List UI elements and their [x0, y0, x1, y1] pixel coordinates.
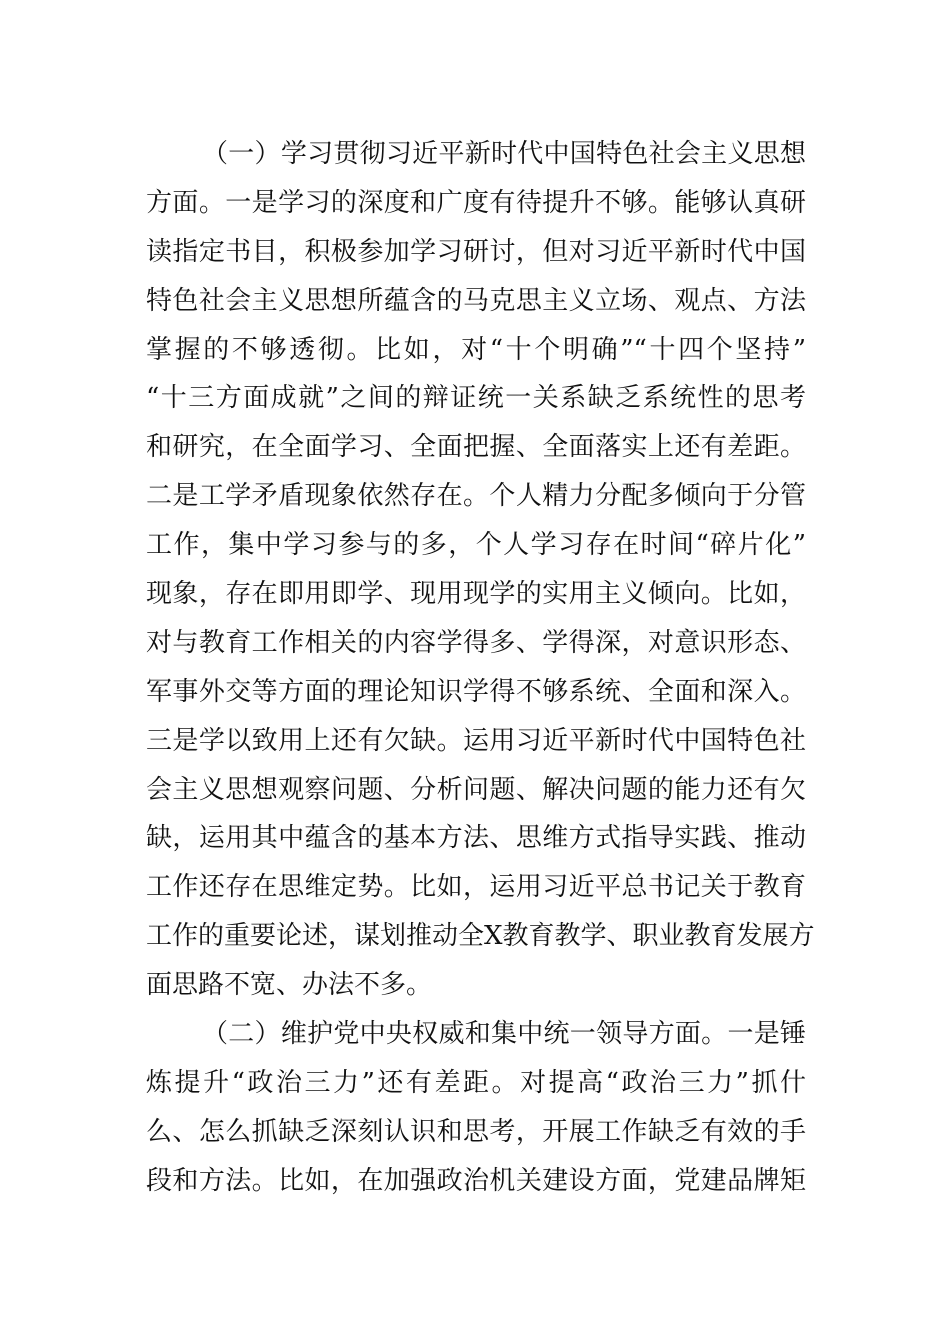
paragraph-line: 二是工学矛盾现象依然存在。个人精力分配多倾向于分管	[146, 481, 806, 512]
paragraph-line: 现象，存在即用即学、现用现学的实用主义倾向。比如，	[146, 579, 806, 610]
paragraph-line: 炼提升“政治三力”还有差距。对提高“政治三力”抓什	[146, 1067, 806, 1098]
paragraph-line: 面思路不宽、办法不多。	[146, 970, 433, 1001]
paragraph-line: 掌握的不够透彻。比如，对“十个明确”“十四个坚持”	[146, 334, 806, 365]
paragraph-line: （二）维护党中央权威和集中统一领导方面。一是锤	[202, 1019, 806, 1050]
paragraph-line: 工作还存在思维定势。比如，运用习近平总书记关于教育	[146, 872, 806, 903]
paragraph-line: 读指定书目，积极参加学习研讨，但对习近平新时代中国	[146, 236, 806, 267]
paragraph-line: 三是学以致用上还有欠缺。运用习近平新时代中国特色社	[146, 725, 806, 756]
paragraph-line: 和研究，在全面学习、全面把握、全面落实上还有差距。	[146, 432, 806, 463]
document-body	[146, 130, 815, 1206]
paragraph-line: （一）学习贯彻习近平新时代中国特色社会主义思想	[202, 139, 806, 169]
paragraph-line: 工作的重要论述，谋划推动全X教育教学、职业教育发展方	[146, 921, 815, 952]
paragraph-line: 军事外交等方面的理论知识学得不够系统、全面和深入。	[146, 676, 806, 707]
paragraph-line: 段和方法。比如，在加强政治机关建设方面，党建品牌矩	[146, 1165, 806, 1196]
paragraph-line: 特色社会主义思想所蕴含的马克思主义立场、观点、方法	[146, 285, 806, 316]
paragraph-line: 会主义思想观察问题、分析问题、解决问题的能力还有欠	[146, 774, 806, 805]
paragraph-section-1	[146, 130, 815, 1010]
paragraph-line: 么、怎么抓缺乏深刻认识和思考，开展工作缺乏有效的手	[146, 1116, 806, 1147]
paragraph-line: 对与教育工作相关的内容学得多、学得深，对意识形态、	[146, 627, 806, 658]
paragraph-line: 工作，集中学习参与的多，个人学习存在时间“碎片化”	[146, 530, 806, 561]
paragraph-line: 缺，运用其中蕴含的基本方法、思维方式指导实践、推动	[146, 823, 806, 854]
paragraph-section-2	[146, 1010, 806, 1206]
paragraph-line: 方面。一是学习的深度和广度有待提升不够。能够认真研	[146, 187, 806, 218]
paragraph-line: “十三方面成就”之间的辩证统一关系缺乏系统性的思考	[146, 383, 806, 414]
